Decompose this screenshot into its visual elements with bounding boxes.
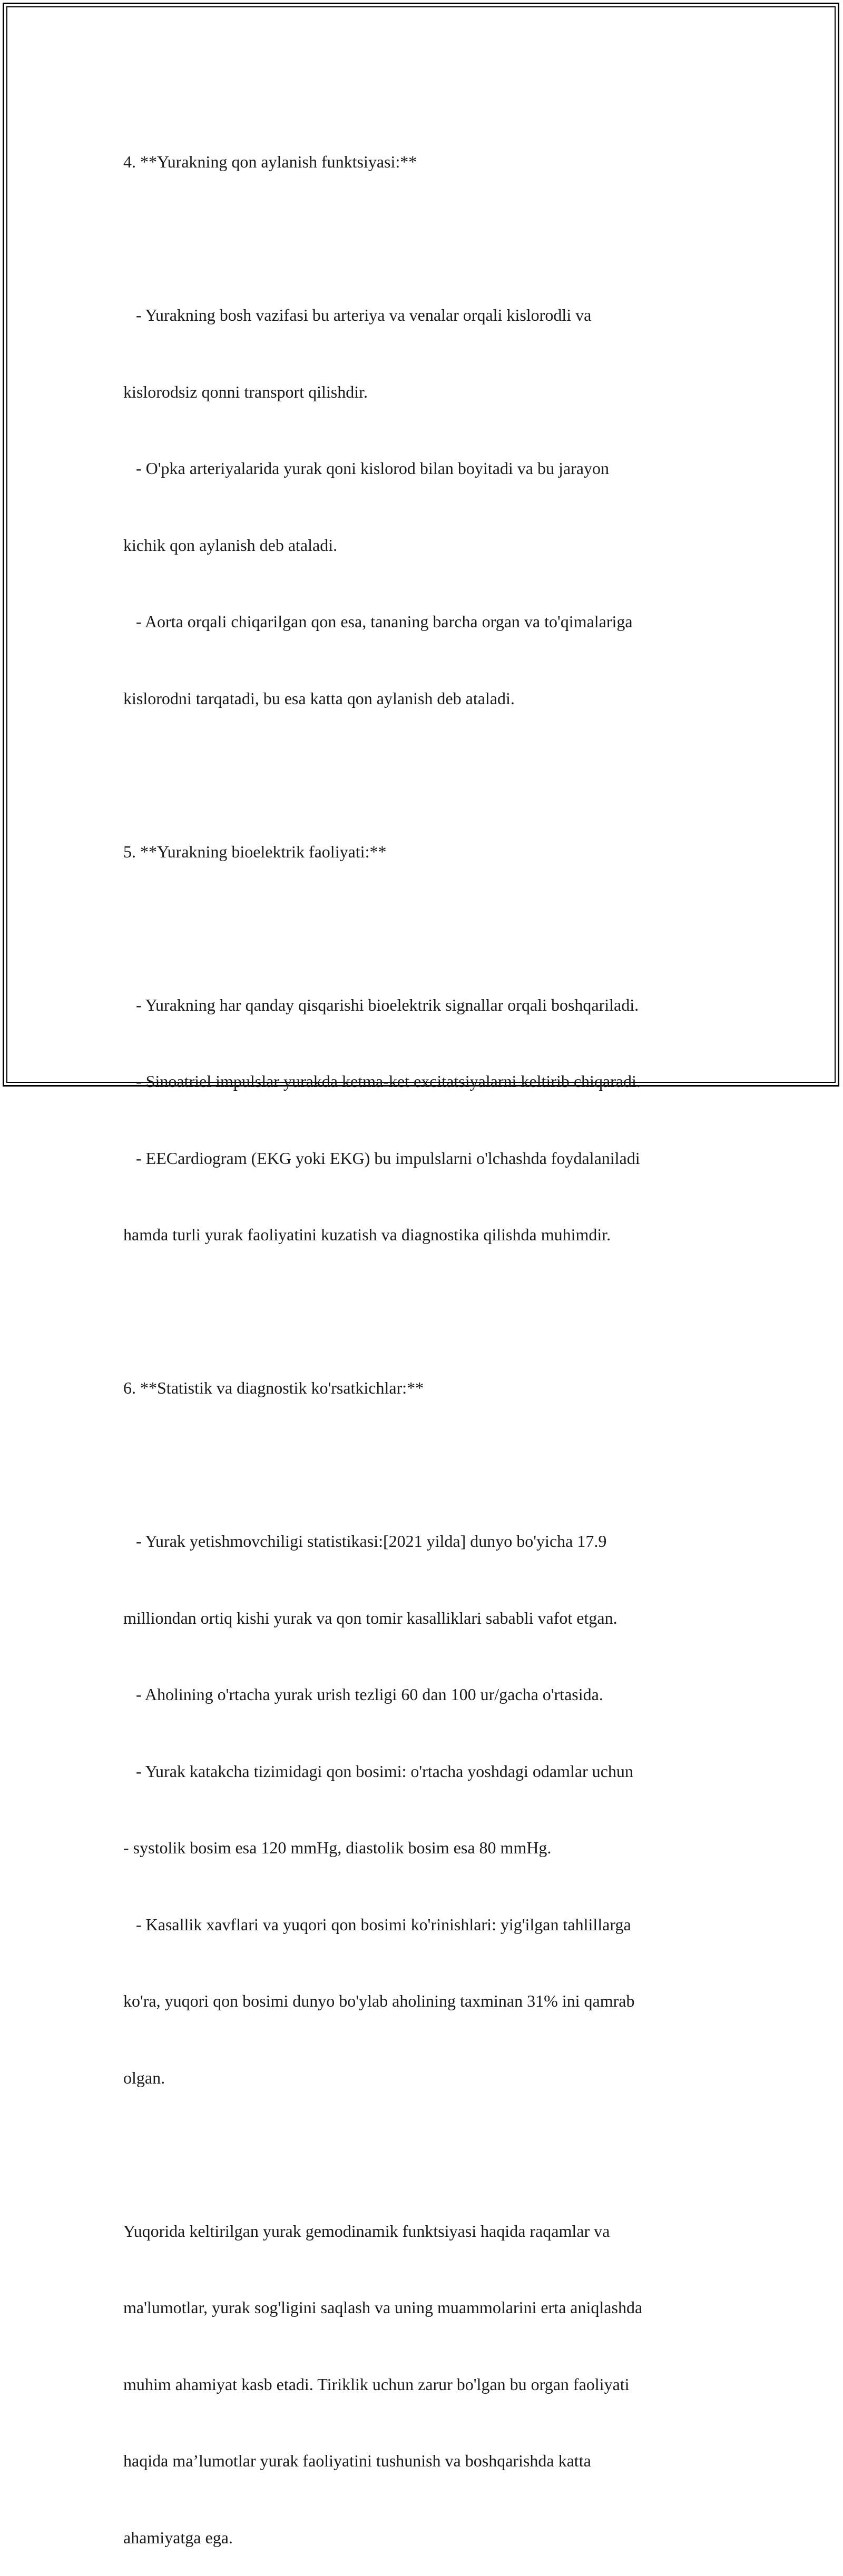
text-line: - Aholining o'rtacha yurak urish tezligi 60 dan 100 ur/gacha o'rtasida.: [123, 1685, 603, 1704]
blank-line: [123, 762, 734, 788]
text-line: - Yurak yetishmovchiligi statistikasi:[2021 yilda] dunyo bo'yicha 17.9: [123, 1532, 607, 1551]
blank-line: [123, 226, 734, 252]
text-line: - Yurakning bosh vazifasi bu arteriya va venalar orqali kislorodli va: [123, 305, 592, 324]
conclusion-line: ahamiyatga ega.: [123, 2528, 233, 2547]
conclusion-line: ma'lumotlar, yurak sog'ligini saqlash va uning muammolarini erta aniqlashda: [123, 2298, 643, 2317]
blank-line: [123, 1452, 734, 1478]
text-line: milliondan ortiq kishi yurak va qon tomir kasalliklari sababli vafot etgan.: [123, 1608, 617, 1627]
text-line: olgan.: [123, 2068, 165, 2087]
text-line: - Aorta orqali chiqarilgan qon esa, tananing barcha organ va to'qimalariga: [123, 612, 633, 631]
text-line: - Yurak katakcha tizimidagi qon bosimi: o'rtacha yoshdagi odamlar uchun: [123, 1761, 633, 1781]
section-4-heading: 4. **Yurakning qon aylanish funktsiyasi:**: [123, 152, 417, 171]
text-line: kislorodsiz qonni transport qilishdir.: [123, 382, 368, 401]
section-5-heading: 5. **Yurakning bioelektrik faoliyati:**: [123, 842, 387, 861]
document-body: [123, 98, 734, 2576]
text-line: kichik qon aylanish deb ataladi.: [123, 535, 338, 555]
conclusion-line: muhim ahamiyat kasb etadi. Tiriklik uchun zarur bo'lgan bu organ faoliyati: [123, 2374, 630, 2394]
text-line: - Kasallik xavflari va yuqori qon bosimi ko'rinishlari: yig'ilgan tahlillarga: [123, 1914, 631, 1934]
blank-line: [123, 1299, 734, 1325]
blank-line: [123, 2141, 734, 2167]
text-line: ko'ra, yuqori qon bosimi dunyo bo'ylab aholining taxminan 31% ini qamrab: [123, 1991, 635, 2010]
text-line: - O'pka arteriyalarida yurak qoni kislorod bilan boyitadi va bu jarayon: [123, 459, 609, 478]
text-line: hamda turli yurak faoliyatini kuzatish va diagnostika qilishda muhimdir.: [123, 1225, 611, 1244]
text-line: - systolik bosim esa 120 mmHg, diastolik bosim esa 80 mmHg.: [123, 1838, 552, 1857]
text-line: - EECardiogram (EKG yoki EKG) bu impulslarni o'lchashda foydalaniladi: [123, 1148, 640, 1168]
text-line: - Sinoatriel impulslar yurakda ketma-ket excitatsiyalarni keltirib chiqaradi.: [123, 1072, 641, 1091]
section-6-heading: 6. **Statistik va diagnostik ko'rsatkichlar:**: [123, 1378, 424, 1397]
blank-line: [123, 915, 734, 941]
text-line: - Yurakning har qanday qisqarishi bioelektrik signallar orqali boshqariladi.: [123, 995, 639, 1014]
conclusion-line: haqida ma’lumotlar yurak faoliyatini tushunish va boshqarishda katta: [123, 2451, 591, 2470]
text-line: kislorodni tarqatadi, bu esa katta qon aylanish deb ataladi.: [123, 688, 515, 708]
conclusion-line: Yuqorida keltirilgan yurak gemodinamik funktsiyasi haqida raqamlar va: [123, 2221, 610, 2241]
